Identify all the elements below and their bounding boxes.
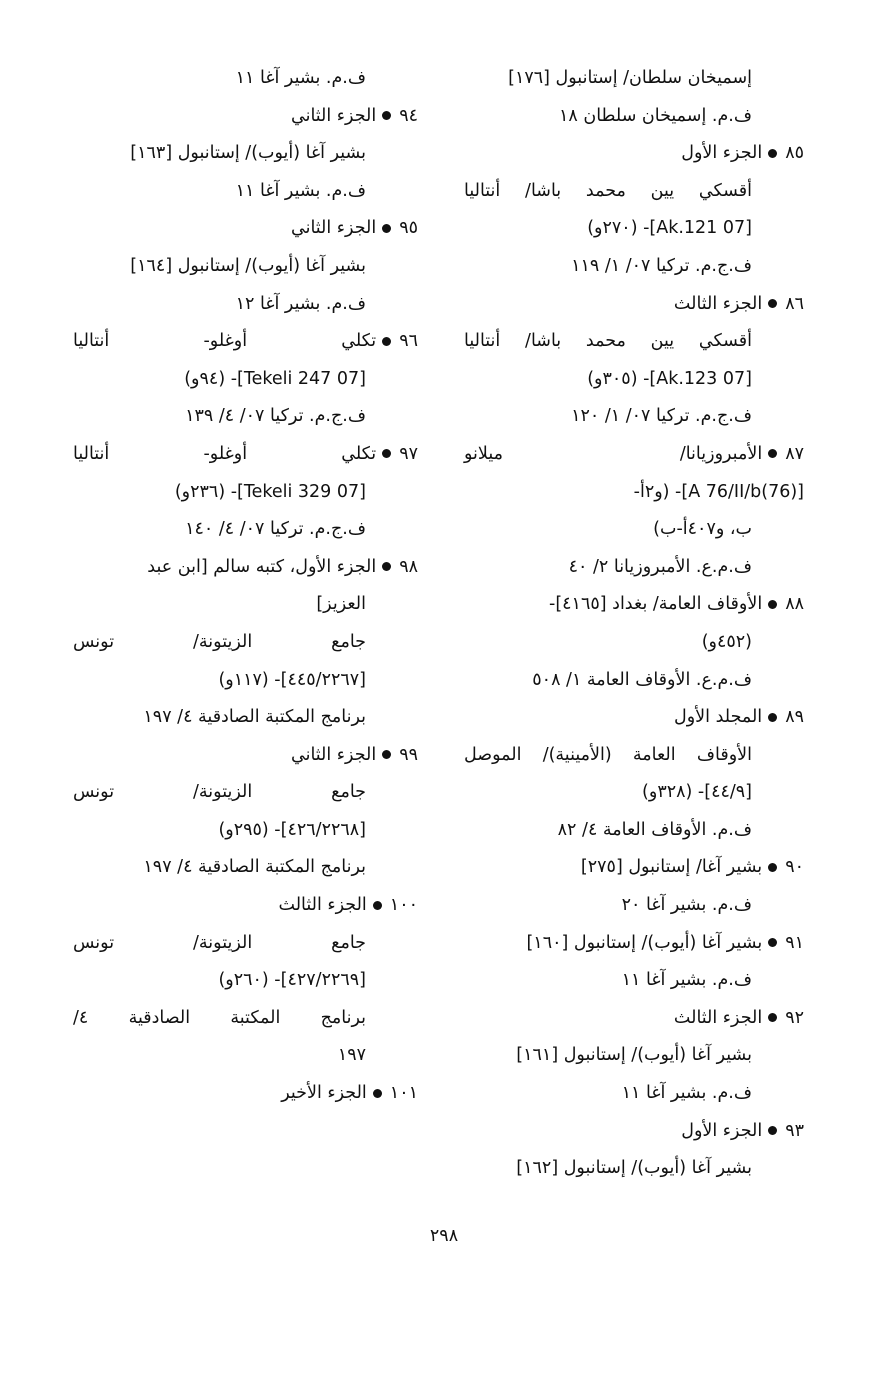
catalog-detail-line: ف.ج.م. تركيا ٠٧/ ١/ ١١٩ [571,255,752,276]
catalog-detail-line: ف.م.ع. الأوقاف العامة ١/ ٥٠٨ [532,669,752,690]
catalog-detail-line: بشير آغا (أيوب)/ إستانبول [١٦٤] [130,255,366,276]
catalog-detail-line: [(76)A 76/II/b]- (و٢أ- [633,481,804,502]
entry-title: الجزء الثاني [290,105,377,126]
catalog-entry-heading [73,436,418,474]
catalog-detail-line: ف.ج.م. تركيا ٠٧/ ١/ ١٢٠ [571,406,752,427]
entry-title: الجزء الثاني [290,218,377,239]
catalog-detail-line: العزيز] [316,594,366,615]
catalog-entry-heading [73,1075,418,1113]
catalog-entry-heading [464,699,804,737]
bullet-icon [768,600,777,609]
entry-title: الأمبروزيانا/ ميلانو [464,443,763,464]
entry-number: ٩٤ [399,105,418,126]
catalog-detail-line: أقسكي يين محمد باشا/ أنتاليا [464,331,752,352]
entry-title: الجزء الثالث [278,895,367,916]
catalog-detail-line: ف.ج.م. تركيا ٠٧/ ٤/ ١٣٩ [185,406,366,427]
entry-number: ٩٣ [785,1120,804,1141]
catalog-detail-line: ف.م. بشير آغا ١١ [621,970,752,991]
entry-number: ١٠٠ [389,895,418,916]
entry-number: ٩١ [785,932,804,953]
catalog-detail-line: ف.م. بشير آغا ١١ [235,68,366,88]
catalog-detail-line: (٤٥٢و) [701,631,752,652]
catalog-entry-heading [464,849,804,887]
entry-title: الجزء الأول [681,143,763,164]
entry-title: بشير آغا (أيوب)/ إستانبول [١٦٠] [526,932,763,953]
catalog-entry-heading [464,436,804,474]
catalog-detail-line: [٤٢٦/٢٢٦٨]- (٢٩٥و) [218,819,366,840]
catalog-detail-line: ف.م. بشير آغا ١٢ [235,293,366,314]
catalog-detail-line: بشير آغا (أيوب)/ إستانبول [١٦٢] [516,1158,752,1179]
catalog-detail-line: برنامج المكتبة الصادقية ٤/ [73,1007,366,1028]
bullet-icon [768,299,777,308]
catalog-entry-heading [464,925,804,963]
catalog-detail-line: أقسكي يين محمد باشا/ أنتاليا [464,180,752,201]
catalog-detail-line: [07 Ak.121]- (٢٧٠و) [587,218,752,239]
bullet-icon [768,149,777,158]
catalog-detail-line: جامع الزيتونة/ تونس [73,631,366,652]
entry-number: ٩٩ [399,744,418,765]
catalog-detail-line: [07 Ak.123]- (٣٠٥و) [587,368,752,389]
catalog-detail-line: ف.ج.م. تركيا ٠٧/ ٤/ ١٤٠ [185,519,366,540]
entry-number: ٩٦ [399,331,418,352]
entry-title: الجزء الأخير [281,1083,367,1104]
catalog-detail-line: [07 Tekeli 247]- (٩٤و) [184,368,366,389]
bullet-icon [768,1013,777,1022]
catalog-entry-heading [73,549,418,587]
catalog-detail-line: الأوقاف العامة (الأمينية)/ الموصل [464,744,752,765]
entry-title: الجزء الثالث [673,1007,763,1028]
catalog-entry-heading [73,737,418,775]
catalog-detail-line: بشير آغا (أيوب)/ إستانبول [١٦١] [516,1045,752,1066]
bullet-icon [382,750,391,759]
catalog-detail-line: برنامج المكتبة الصادقية ٤/ ١٩٧ [143,857,366,878]
catalog-entry-heading [464,1113,804,1151]
catalog-detail-line: [07 Tekeli 329]- (٢٣٦و) [174,481,366,502]
entry-number: ٩٥ [399,218,418,239]
entry-number: ٨٨ [785,594,804,615]
catalog-entry-heading [73,98,418,136]
catalog-detail-line: بشير آغا (أيوب)/ إستانبول [١٦٣] [130,143,366,164]
entry-number: ٩٠ [785,857,804,878]
catalog-detail-line: ف.م. إسميخان سلطان ١٨ [558,105,752,126]
catalog-detail-line: ب، و٤٠٧أ-ب) [653,519,752,540]
entry-title: الجزء الثاني [290,744,377,765]
catalog-detail-line: جامع الزيتونة/ تونس [73,932,366,953]
catalog-entry-heading [464,1000,804,1038]
catalog-detail-line: ف.م. بشير آغا ١١ [621,1083,752,1104]
entry-title: الجزء الأول [681,1120,763,1141]
catalog-detail-line: إسميخان سلطان/ إستانبول [١٧٦] [508,68,752,88]
bullet-icon [768,1126,777,1135]
entry-title: بشير آغا/ إستانبول [٢٧٥] [580,857,763,878]
entry-title: تكلي أوغلو- أنتاليا [73,331,377,352]
entry-number: ٨٧ [785,443,804,464]
bullet-icon [382,111,391,120]
bullet-icon [382,562,391,571]
bullet-icon [768,449,777,458]
entry-title: الجزء الأول، كتبه سالم [ابن عبد [147,556,377,577]
catalog-detail-line: [٤٤/٩]- (٣٢٨و) [642,782,752,803]
page-number: ٢٩٨ [429,1226,459,1246]
entry-number: ٨٩ [785,707,804,728]
catalog-detail-line: ف.م.ع. الأمبروزيانا ٢/ ٤٠ [568,556,752,577]
entry-title: المجلد الأول [674,707,763,728]
catalog-detail-line: ١٩٧ [337,1045,366,1066]
bullet-icon [382,337,391,346]
catalog-entry-heading [73,210,418,248]
entry-number: ٩٢ [785,1007,804,1028]
entry-number: ٩٨ [399,556,418,577]
catalog-entry-heading [73,323,418,361]
catalog-detail-line: [٤٤٥/٢٢٦٧]- (١١٧و) [218,669,366,690]
bullet-icon [373,901,382,910]
catalog-detail-line: برنامج المكتبة الصادقية ٤/ ١٩٧ [143,707,366,728]
bullet-icon [768,863,777,872]
catalog-entry-heading [464,135,804,173]
catalog-detail-line: ف.م. بشير آغا ١١ [235,180,366,201]
right-column [464,60,804,1188]
left-column [73,60,418,1113]
entry-number: ٨٦ [785,293,804,314]
bullet-icon [382,449,391,458]
entry-number: ٩٧ [399,443,418,464]
bullet-icon [768,713,777,722]
entry-number: ٨٥ [785,143,804,164]
catalog-entry-heading [73,887,418,925]
bullet-icon [768,938,777,947]
catalog-detail-line: [٤٢٧/٢٢٦٩]- (٢٦٠و) [218,970,366,991]
bullet-icon [373,1089,382,1098]
catalog-entry-heading [464,586,804,624]
entry-number: ١٠١ [389,1083,418,1104]
bullet-icon [382,224,391,233]
catalog-entry-heading [464,286,804,324]
entry-title: الجزء الثالث [673,293,763,314]
catalog-detail-line: ف.م. الأوقاف العامة ٤/ ٨٢ [557,819,752,840]
entry-title: الأوقاف العامة/ بغداد [٤١٦٥]- [549,594,763,615]
entry-title: تكلي أوغلو- أنتاليا [73,443,377,464]
catalog-detail-line: جامع الزيتونة/ تونس [73,782,366,803]
catalog-detail-line: ف.م. بشير آغا ٢٠ [621,895,752,916]
